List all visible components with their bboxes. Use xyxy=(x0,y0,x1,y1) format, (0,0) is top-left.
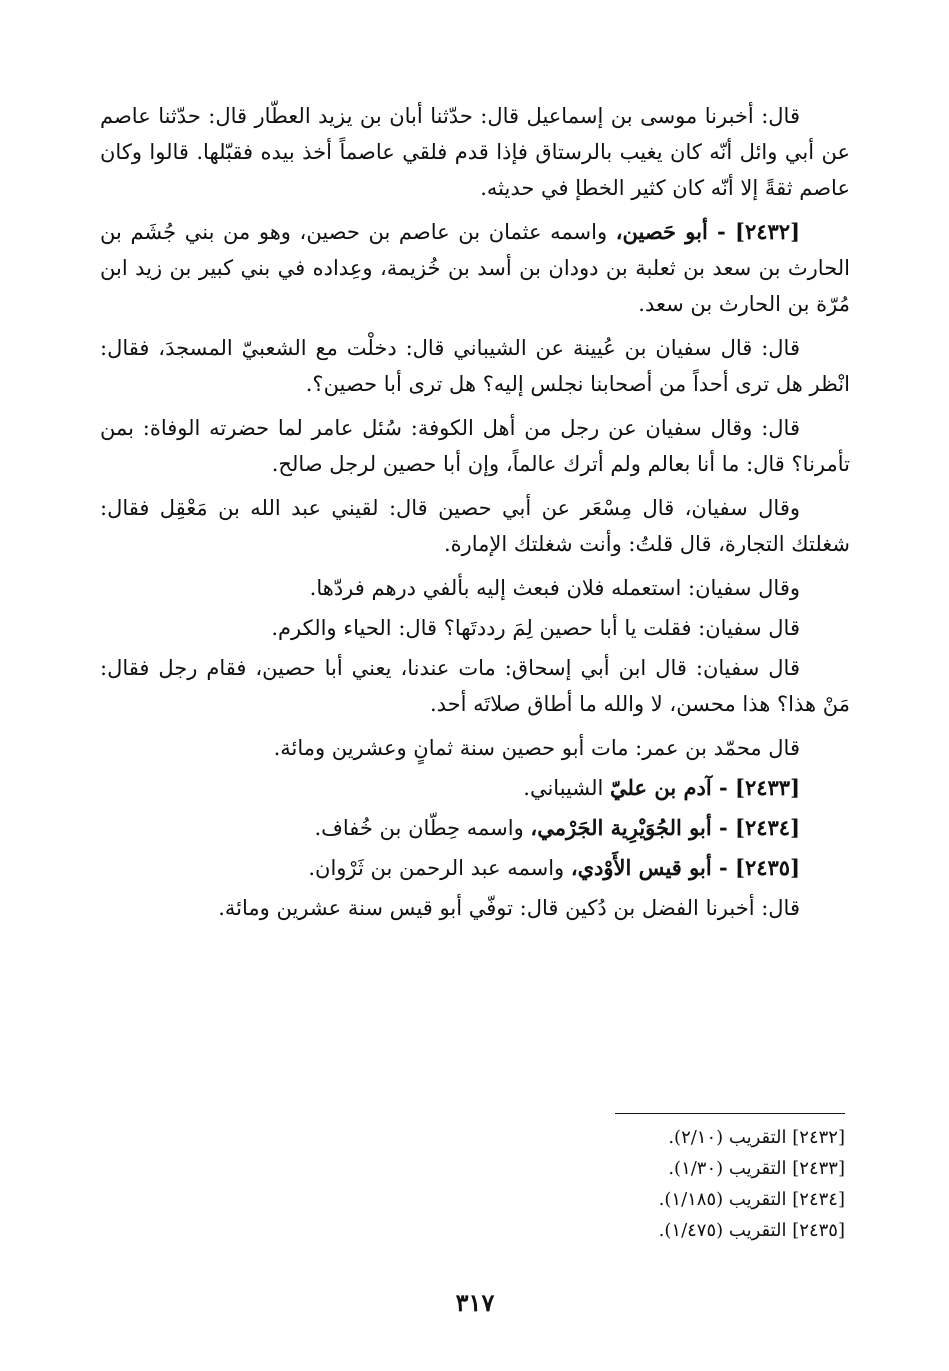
paragraph-text: قال سفيان: فقلت يا أبا حصين لِمَ رددتَها؟ قال: الحياء والكرم. xyxy=(271,616,800,640)
paragraph-muhammad-ibn-umar xyxy=(100,730,850,766)
entry-label: [٢٤٣٤] - أبو الجُوَيْرِية الجَرْمي، xyxy=(530,815,800,840)
footnote-2432: [٢٤٣٢] التقريب (٢/١٠). xyxy=(668,1127,845,1148)
entry-label: [٢٤٣٣] - آدم بن عليّ xyxy=(610,775,800,800)
paragraph-radadtaha xyxy=(100,610,850,646)
paragraph-istamalahu xyxy=(100,570,850,606)
paragraph-fadl-dukayn xyxy=(100,890,850,926)
paragraph-text: قال: وقال سفيان عن رجل من أهل الكوفة: سُئل عامر لما حضرته الوفاة: بمن تأمرنا؟ قال: ما أنا بعالم ولم أترك عالماً، وإن أبا حصين لرجل صالح. xyxy=(100,416,850,476)
entry-text: واسمه عبد الرحمن بن ثَرْوان. xyxy=(308,856,571,880)
entry-label: [٢٤٣٥] - أبو قيس الأَوْدي، xyxy=(570,855,800,880)
entry-2432 xyxy=(100,214,850,322)
paragraph-text: وقال سفيان، قال مِسْعَر عن أبي حصين قال: لقيني عبد الله بن مَعْقِل فقال: شغلتك التجارة، قال قلتُ: وأنت شغلتك الإمارة. xyxy=(100,496,850,556)
paragraph-misar xyxy=(100,490,850,562)
paragraph-text: قال: أخبرنا الفضل بن دُكين قال: توفّي أبو قيس سنة عشرين ومائة. xyxy=(218,896,800,920)
footnotes xyxy=(560,1122,845,1246)
entry-text: واسمه حِطّان بن خُفاف. xyxy=(314,816,531,840)
footnote-2434: [٢٤٣٤] التقريب (١/١٨٥). xyxy=(658,1189,845,1210)
entry-text: واسمه عثمان بن عاصم بن حصين، وهو من بني جُشَم بن الحارث بن سعد بن ثعلبة بن دودان بن أسد بن خُزيمة، وعِداده في بني كبير بن زيد ابن مُرّة بن الحارث بن سعد. xyxy=(100,220,850,316)
paragraph-text: وقال سفيان: استعمله فلان فبعث إليه بألفي درهم فردّها. xyxy=(309,576,800,600)
entry-text: الشيباني. xyxy=(523,776,611,800)
footnote-2433: [٢٤٣٣] التقريب (١/٣٠). xyxy=(668,1158,845,1179)
footnote-2435: [٢٤٣٥] التقريب (١/٤٧٥). xyxy=(658,1220,845,1241)
entry-2435 xyxy=(100,850,850,886)
footnote-divider xyxy=(615,1113,845,1114)
paragraph-text: قال: قال سفيان بن عُيينة عن الشيباني قال: دخلْت مع الشعبيّ المسجدَ، فقال: انْظر هل ترى أحداً من أصحابنا نجلس إليه؟ هل ترى أبا حصين؟. xyxy=(100,336,850,396)
entry-label: [٢٤٣٢] - أبو حَصين، xyxy=(615,219,800,244)
paragraph-ibn-abi-ishaq xyxy=(100,650,850,722)
paragraph-sufyan-shaybani xyxy=(100,330,850,402)
paragraph-musa-ismail xyxy=(100,98,850,206)
paragraph-text: قال سفيان: قال ابن أبي إسحاق: مات عندنا، يعني أبا حصين، فقام رجل فقال: مَنْ هذا؟ هذا محسن، لا والله ما أطاق صلاتَه أحد. xyxy=(100,656,850,716)
paragraph-text: قال: أخبرنا موسى بن إسماعيل قال: حدّثنا أبان بن يزيد العطّار قال: حدّثنا عاصم عن أبي وائل أنّه كان يغيب بالرستاق فإذا قدم فلقي عاصماً أخذ بيده فقبّلها. قالوا وكان عاصم ثقةً إلا أنّه كان كثير الخطإ في حديثه. xyxy=(100,104,850,200)
paragraph-sufyan-kufa xyxy=(100,410,850,482)
paragraph-text: قال محمّد بن عمر: مات أبو حصين سنة ثمانٍ وعشرين ومائة. xyxy=(273,736,800,760)
page-number: ٣١٧ xyxy=(455,1288,495,1317)
entry-2434 xyxy=(100,810,850,846)
entry-2433 xyxy=(100,770,850,806)
main-text xyxy=(100,98,850,930)
